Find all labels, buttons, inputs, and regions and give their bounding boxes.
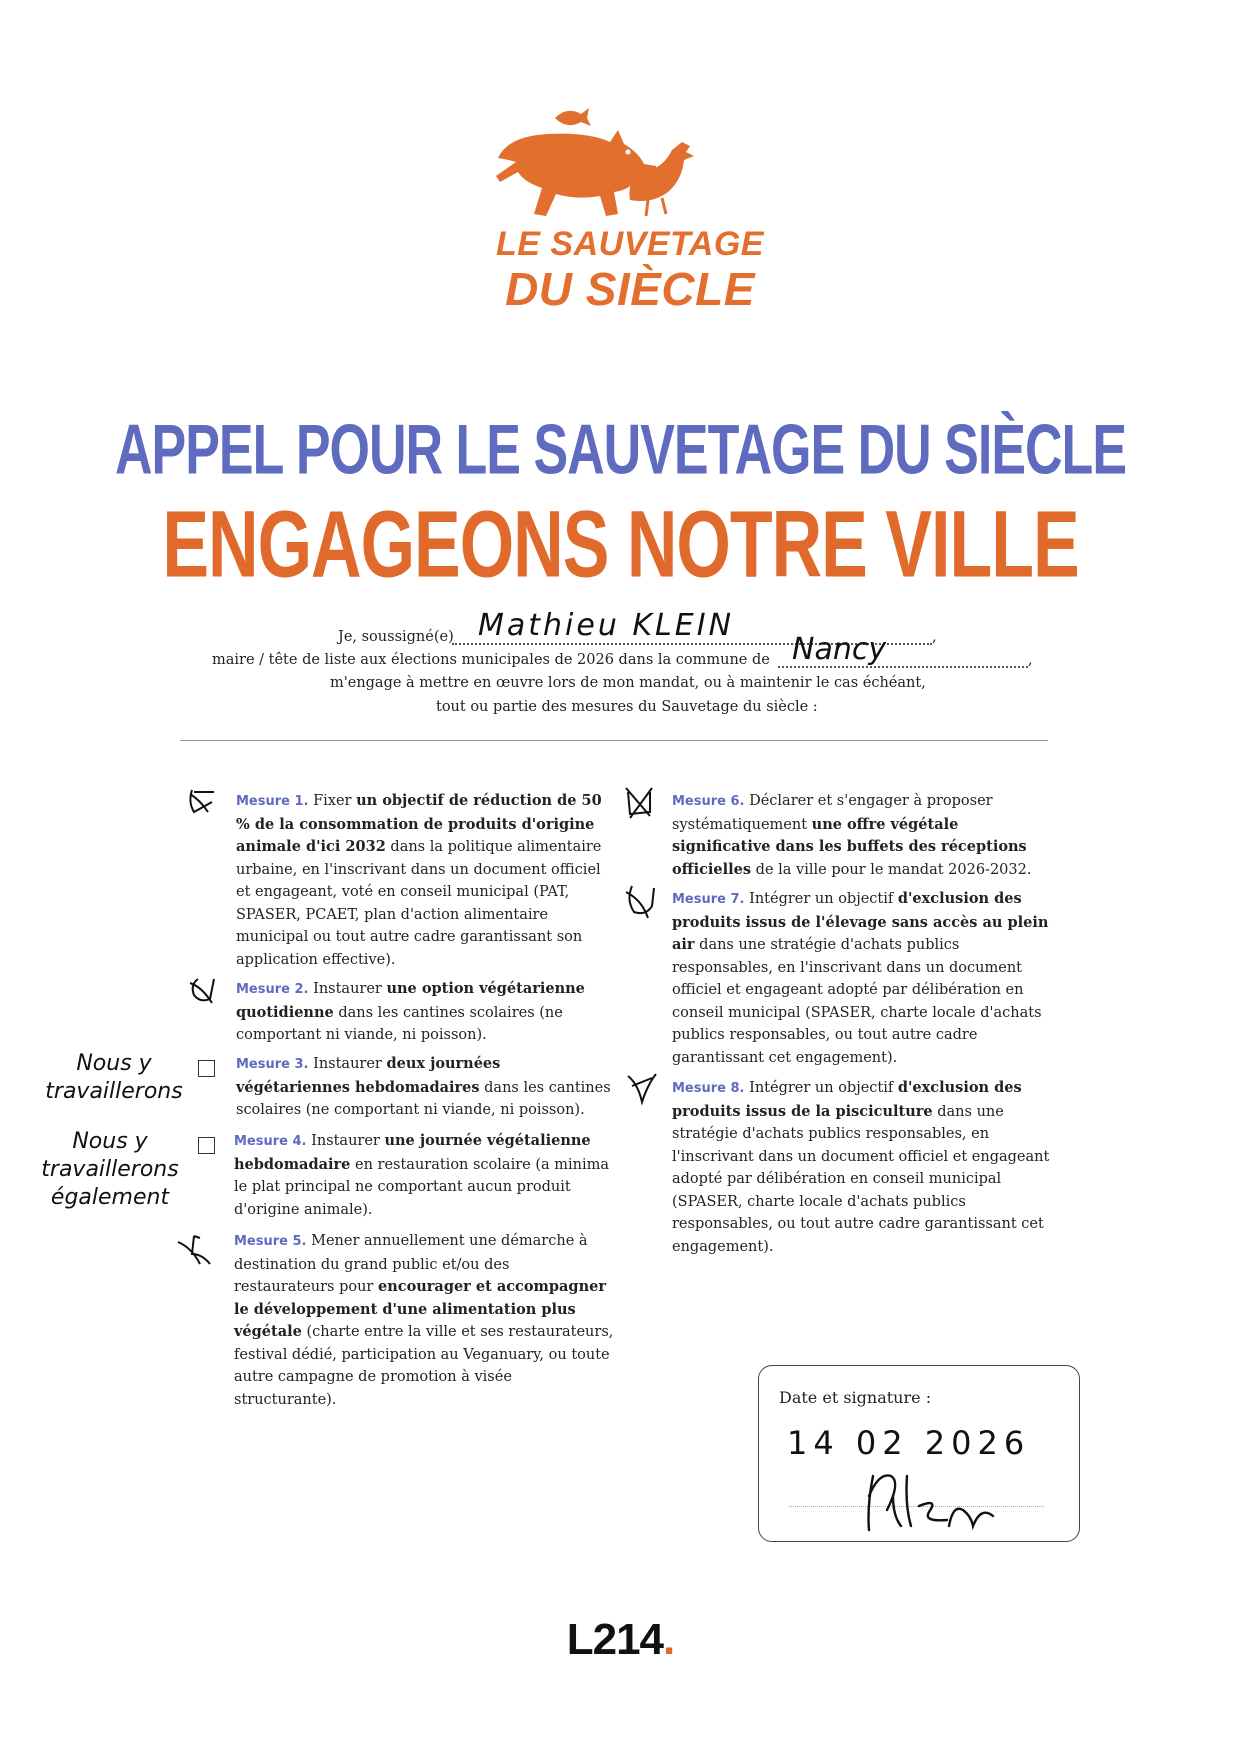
logo — [480, 100, 780, 320]
signature-box — [758, 1365, 1080, 1542]
mesure-6 — [672, 790, 1052, 881]
mesure-label: Mesure 1. — [236, 794, 309, 809]
checkbox-mesure-6[interactable] — [624, 786, 656, 820]
mesure-label: Mesure 3. — [236, 1057, 309, 1072]
mesure-3 — [236, 1053, 616, 1122]
commune-handwritten: Nancy — [792, 632, 887, 667]
mesure-label: Mesure 4. — [234, 1134, 307, 1149]
checkbox-mesure-2[interactable] — [188, 975, 218, 1005]
handwritten-note-mesure-4 — [10, 1128, 210, 1212]
signature-label: Date et signature : — [779, 1388, 932, 1407]
mesure-5 — [234, 1230, 614, 1411]
mesure-label: Mesure 2. — [236, 982, 309, 997]
note-line: travaillerons — [41, 1157, 179, 1182]
intro-line2: maire / tête de liste aux élections municipales de 2026 dans la commune de — [212, 652, 770, 668]
checkbox-mesure-8[interactable] — [624, 1070, 658, 1106]
note-line: travaillerons — [45, 1079, 183, 1104]
mesure-text: Instaurer deux journées végétariennes hebdomadaires dans les cantines scolaires (ne comportant ni viande, ni poisson). — [236, 1055, 611, 1118]
mesure-4 — [234, 1130, 614, 1221]
mesure-7 — [672, 888, 1052, 1069]
checkbox-mesure-7[interactable] — [622, 884, 656, 920]
mesure-label: Mesure 5. — [234, 1234, 307, 1249]
logo-text-line1: LE SAUVETAGE — [496, 225, 764, 263]
mesure-1 — [236, 790, 616, 971]
mesure-text: Mener annuellement une démarche à destination du grand public et/ou des restaurateurs pour encourager et accompagner le développement d'une alimentation plus végétale (charte entre la ville et ses restaurateurs, festival dédié, participation au Veganuary, ou toute autre campagne de promotion à visée structurante). — [234, 1233, 614, 1408]
note-line: Nous y — [76, 1051, 152, 1076]
comma: , — [932, 629, 937, 645]
pig-chicken-fish-icon — [480, 100, 780, 225]
mesure-text: Intégrer un objectif d'exclusion des produits issus de la pisciculture dans une stratégie d'achats publics responsables, en l'inscrivant dans un document officiel et engageant adopté par délibération en conseil municipal (SPASER, charte locale d'achats publics responsables, ou tout autre cadre garantissant cet engagement). — [672, 1079, 1050, 1255]
page-subtitle: ENGAGEONS NOTRE VILLE — [162, 491, 1079, 597]
intro-line4: tout ou partie des mesures du Sauvetage du siècle : — [436, 699, 818, 715]
checkbox-mesure-1[interactable] — [186, 786, 216, 816]
mesure-label: Mesure 6. — [672, 794, 745, 809]
l214-logo — [0, 1615, 1241, 1665]
signature-date: 14 02 2026 — [787, 1424, 1031, 1462]
note-line: Nous y — [72, 1129, 148, 1154]
mesure-text: Déclarer et s'engager à proposer systématiquement une offre végétale significative dans les buffets des réceptions officielles de la ville pour le mandat 2026-2032. — [672, 793, 1032, 878]
mesure-text: Instaurer une option végétarienne quotidienne dans les cantines scolaires (ne comportant ni viande, ni poisson). — [236, 980, 585, 1043]
checkbox-mesure-5[interactable] — [176, 1232, 216, 1268]
mesure-2 — [236, 978, 616, 1047]
intro-line3: m'engage à mettre en œuvre lors de mon mandat, ou à maintenir le cas échéant, — [330, 675, 926, 691]
mesure-text: Intégrer un objectif d'exclusion des produits issus de l'élevage sans accès au plein air dans une stratégie d'achats publics responsables, en l'inscrivant dans un document officiel et engageant adopté par délibération en conseil municipal (SPASER, charte locale d'achats publics responsables, ou tout autre cadre garantissant cet engagement). — [672, 890, 1049, 1066]
handwritten-signature — [859, 1466, 1029, 1536]
mesure-label: Mesure 8. — [672, 1081, 745, 1096]
comma: , — [1028, 652, 1033, 668]
page-title: APPEL POUR LE SAUVETAGE DU SIÈCLE — [114, 411, 1126, 490]
brand-dot: . — [663, 1615, 675, 1664]
note-line: également — [50, 1185, 170, 1210]
logo-text-line2: DU SIÈCLE — [505, 263, 755, 315]
mesure-text: Instaurer une journée végétalienne hebdomadaire en restauration scolaire (a minima le plat principal ne comportant aucun produit d'origine animale). — [234, 1132, 609, 1218]
handwritten-note-mesure-3 — [14, 1050, 214, 1106]
mesure-8 — [672, 1077, 1052, 1258]
soussigne-label: Je, soussigné(e) — [338, 629, 454, 645]
name-handwritten: Mathieu KLEIN — [478, 608, 735, 643]
brand-text: L214 — [566, 1615, 664, 1664]
mesure-label: Mesure 7. — [672, 892, 745, 907]
mesure-text: Fixer un objectif de réduction de 50 % de la consommation de produits d'origine animale d'ici 2032 dans la politique alimentaire urbaine, en l'inscrivant dans un document officiel et engageant, voté en conseil municipal (PAT, SPASER, PCAET, plan d'action alimentaire municipal ou tout autre cadre garantissant son application effective). — [236, 792, 602, 968]
divider — [180, 740, 1048, 741]
